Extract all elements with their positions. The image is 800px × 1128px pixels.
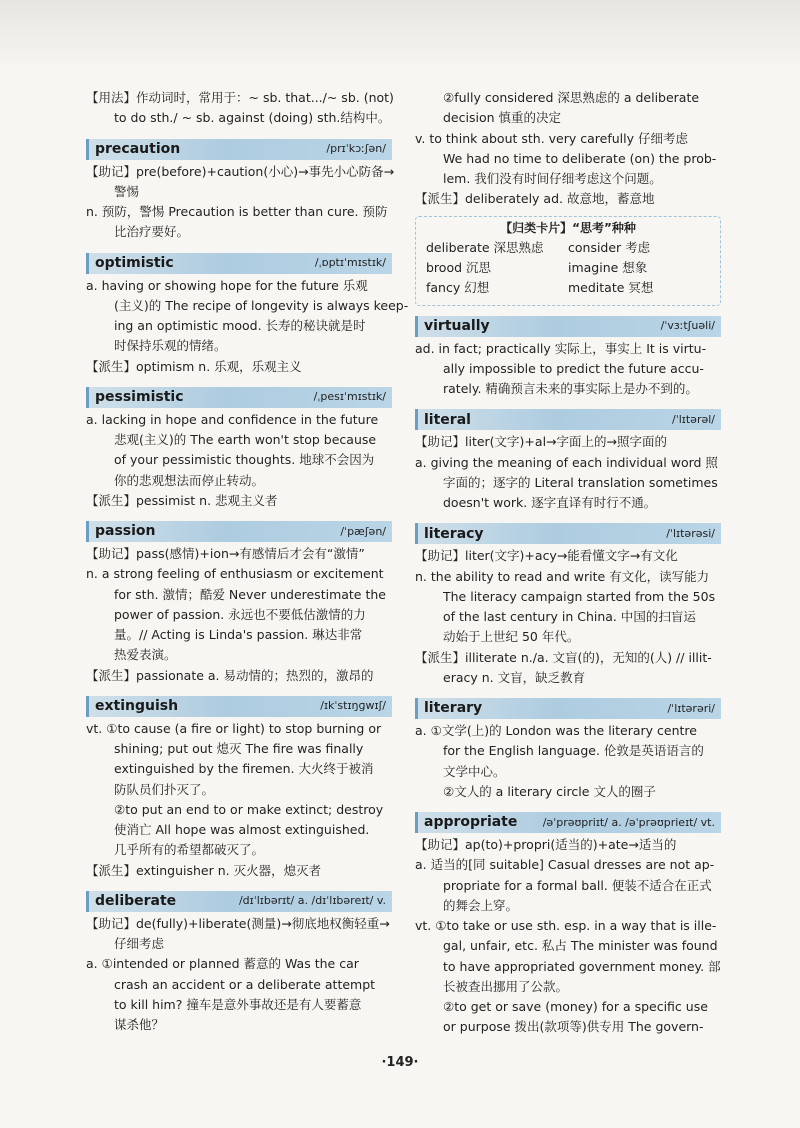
entry-text-line: vt. ①to cause (a fire or light) to stop burning or xyxy=(86,720,382,736)
phonetic: /prɪˈkɔːʃən/ xyxy=(326,142,386,156)
entry-text-line: ②to get or save (money) for a specific use xyxy=(443,999,708,1015)
entry-text-line: v. to think about sth. very carefully 仔细考虑 xyxy=(415,130,688,146)
entry-headword-bar xyxy=(86,521,392,542)
entry-text-line: n. the ability to read and write 有文化，读写能力 xyxy=(415,568,710,584)
entry-headword-bar xyxy=(415,409,721,430)
entry-text-line: of your pessimistic thoughts. 地球不会因为 xyxy=(114,452,375,468)
phonetic: /ɪkˈstɪŋɡwɪʃ/ xyxy=(320,699,386,713)
entry-text-line: gal, unfair, etc. 私占 The minister was found xyxy=(443,938,718,954)
entry-text-line: a. lacking in hope and confidence in the future xyxy=(86,411,379,427)
entry-text-line: 【派生】illiterate n./a. 文盲(的)，无知的(人) // illit- xyxy=(415,649,712,665)
phonetic: /ˈlɪtərəsi/ xyxy=(666,527,715,541)
entry-text-line: doesn't work. 逐字直译有时行不通。 xyxy=(443,495,657,511)
entry-text-line: 谋杀他？ xyxy=(114,1017,165,1032)
entry-text-line: crash an accident or a deliberate attempt xyxy=(114,976,376,992)
headword: precaution xyxy=(95,140,181,157)
category-card-item: consider 考虑 xyxy=(568,239,651,255)
headword: extinguish xyxy=(95,697,179,714)
phonetic: /əˈprəʊpriɪt/ a. /əˈprəʊprieɪt/ vt. xyxy=(542,815,715,829)
entry-text-line: 文学中心。 xyxy=(443,763,506,779)
entry-text-line: 【派生】passionate a. 易动情的；热烈的，激昂的 xyxy=(86,667,374,683)
headword: optimistic xyxy=(95,254,174,271)
entry-text-line: for sth. 激情；酷爱 Never underestimate the xyxy=(114,586,386,602)
entry-text-line: a. giving the meaning of each individual word 照 xyxy=(415,454,718,470)
phonetic: /ˌpesɪˈmɪstɪk/ xyxy=(313,390,386,404)
entry-text-line: n. a strong feeling of enthusiasm or excitement xyxy=(86,566,384,582)
entry-text-line: The literacy campaign started from the 50s xyxy=(443,588,716,604)
entry-text-line: 【派生】deliberately ad. 故意地，蓄意地 xyxy=(415,191,655,207)
entry-text-line: n. 预防，警惕 Precaution is better than cure. 预防 xyxy=(86,204,388,219)
headword: literal xyxy=(424,411,471,428)
entry-text-line: 字面的；逐字的 Literal translation sometimes xyxy=(443,474,718,490)
category-card-item: deliberate 深思熟虑 xyxy=(426,239,544,255)
headword: appropriate xyxy=(424,814,518,831)
left-column xyxy=(86,88,409,1035)
entry-text-line: ad. in fact; practically 实际上，事实上 It is virtu- xyxy=(415,340,707,356)
entry-text-line: 【派生】extinguisher n. 灭火器，熄灭者 xyxy=(86,862,322,878)
entry-text-line: lem. 我们没有时间仔细考虑这个问题。 xyxy=(443,171,662,186)
category-card-row xyxy=(426,258,710,278)
phonetic: /ˈlɪtərəri/ xyxy=(667,701,715,715)
phonetic: /dɪˈlɪbərɪt/ a. /dɪˈlɪbəreɪt/ v. xyxy=(238,894,386,908)
headword: deliberate xyxy=(95,892,177,909)
entry-text-line: 【助记】ap(to)+propri(适当的)+ate→适当的 xyxy=(415,837,677,853)
entry-text-line: to kill him? 撞车是意外事故还是有人要蓄意 xyxy=(114,996,362,1012)
category-card-title: 【归类卡片】“思考”种种 xyxy=(500,220,636,235)
entry-headword-bar xyxy=(86,891,392,912)
entry-text-line: eracy n. 文盲，缺乏教育 xyxy=(443,669,586,685)
entry-text-line: 的舞会上穿。 xyxy=(443,897,519,913)
entry-text-line: a. having or showing hope for the future 乐观 xyxy=(86,277,368,293)
entry-text-line: ②文人的 a literary circle 文人的圈子 xyxy=(443,783,656,799)
entry-text-line: ing an optimistic mood. 长寿的秘诀就是时 xyxy=(114,318,366,333)
entry-text-line: 【派生】optimism n. 乐观，乐观主义 xyxy=(86,358,302,374)
entry-text-line: (主义)的 The recipe of longevity is always keep- xyxy=(114,297,409,313)
entry-headword-bar xyxy=(415,316,721,337)
entry-text-line: a. 适当的[同 suitable] Casual dresses are not ap- xyxy=(415,857,715,873)
entry-text-line: of the last century in China. 中国的扫盲运 xyxy=(443,609,696,625)
entry-headword-bar xyxy=(415,812,721,833)
headword: literary xyxy=(424,700,483,717)
category-card-row xyxy=(426,278,710,298)
entry-text-line: rately. 精确预言未来的事实际上是办不到的。 xyxy=(443,381,698,397)
entry-text-line: 【助记】liter(文字)+al→字面上的→照字面的 xyxy=(415,434,667,450)
entry-text-line: 仔细考虑 xyxy=(114,936,165,951)
entry-headword-bar xyxy=(86,696,392,717)
category-card-row xyxy=(426,238,710,258)
category-card-item: brood 沉思 xyxy=(426,260,492,276)
entry-text-line: ②fully considered 深思熟虑的 a deliberate xyxy=(443,90,700,105)
entry-text-line: 比治疗要好。 xyxy=(114,224,190,240)
entry-text-line: shining; put out 熄灭 The fire was finally xyxy=(114,741,364,756)
entry-text-line: decision 慎重的决定 xyxy=(443,110,561,126)
entry-text-line: 【助记】de(fully)+liberate(测量)→彻底地权衡轻重→ xyxy=(86,915,390,931)
entry-text-line: to have appropriated government money. 部 xyxy=(443,958,721,974)
entry-headword-bar xyxy=(415,523,721,544)
entry-text-line: 【助记】pre(before)+caution(小心)→事先小心防备→ xyxy=(86,163,395,179)
entry-text-line: 警惕 xyxy=(114,183,140,199)
entry-text-line: 几乎所有的希望都破灭了。 xyxy=(114,842,265,858)
headword: virtually xyxy=(424,317,490,334)
entry-headword-bar xyxy=(415,698,721,719)
phonetic: /ˌɒptɪˈmɪstɪk/ xyxy=(314,256,386,270)
category-card-item: fancy 幻想 xyxy=(426,280,490,296)
headword: literacy xyxy=(424,525,484,542)
entry-headword-bar xyxy=(86,387,392,408)
page-top-shade xyxy=(0,0,800,70)
phonetic: /ˈlɪtərəl/ xyxy=(671,413,715,427)
category-card xyxy=(415,216,721,306)
entry-headword-bar xyxy=(86,139,392,160)
entry-text-line: 你的悲观想法而停止转动。 xyxy=(114,472,265,488)
headword: pessimistic xyxy=(95,388,184,405)
page-number: ·149· xyxy=(381,1055,419,1070)
entry-text-line: or purpose 拨出(款项等)供专用 The govern- xyxy=(443,1019,704,1035)
entry-text-line: 【助记】pass(感情)+ion→有感情后才会有“激情” xyxy=(86,546,365,561)
right-column xyxy=(415,88,721,1038)
entry-text-line: ②to put an end to or make extinct; destroy xyxy=(114,801,384,817)
entry-text-line: 量。// Acting is Linda's passion. 琳达非常 xyxy=(114,627,363,642)
entry-text-line: 悲观(主义)的 The earth won't stop because xyxy=(114,432,377,447)
entry-text-line: vt. ①to take or use sth. esp. in a way that is ille- xyxy=(415,918,717,934)
category-card-item: meditate 冥想 xyxy=(568,280,654,296)
phonetic: /ˈpæʃən/ xyxy=(340,524,386,538)
entry-text-line: a. ①intended or planned 蓄意的 Was the car xyxy=(86,956,359,972)
entry-text-line: 【派生】pessimist n. 悲观主义者 xyxy=(86,492,278,508)
entry-text-line: propriate for a formal ball. 便装不适合在正式 xyxy=(443,877,712,893)
entry-text-line: 热爱表演。 xyxy=(114,647,177,663)
entry-text-line: 时保持乐观的情绪。 xyxy=(114,338,227,354)
phonetic: /ˈvɜːtʃuəli/ xyxy=(660,319,715,333)
entry-text-line: We had no time to deliberate (on) the prob- xyxy=(443,150,717,166)
entry-text-line: 【助记】liter(文字)+acy→能看懂文字→有文化 xyxy=(415,548,678,564)
entry-text-line: extinguished by the firemen. 大火终于被消 xyxy=(114,761,374,777)
entry-text-line: for the English language. 伦敦是英语语言的 xyxy=(443,743,704,759)
entry-text-line: ally impossible to predict the future accu- xyxy=(443,360,704,376)
headword: passion xyxy=(95,523,156,540)
entry-text-line: to do sth./ ~ sb. against (doing) sth.结构中。 xyxy=(114,110,391,126)
entry-text-line: 动始于上世纪 50 年代。 xyxy=(443,629,580,645)
entry-text-line: 【用法】作动词时，常用于：~ sb. that.../~ sb. (not) xyxy=(86,90,394,105)
entry-text-line: a. ①文学(上)的 London was the literary centre xyxy=(415,723,697,739)
entry-text-line: 防队员们扑灭了。 xyxy=(114,781,215,797)
entry-text-line: 长被查出挪用了公款。 xyxy=(443,978,569,994)
category-card-item: imagine 想象 xyxy=(568,260,648,276)
entry-text-line: 使消亡 All hope was almost extinguished. xyxy=(114,822,370,837)
entry-headword-bar xyxy=(86,253,392,274)
entry-text-line: power of passion. 永远也不要低估激情的力 xyxy=(114,606,366,622)
